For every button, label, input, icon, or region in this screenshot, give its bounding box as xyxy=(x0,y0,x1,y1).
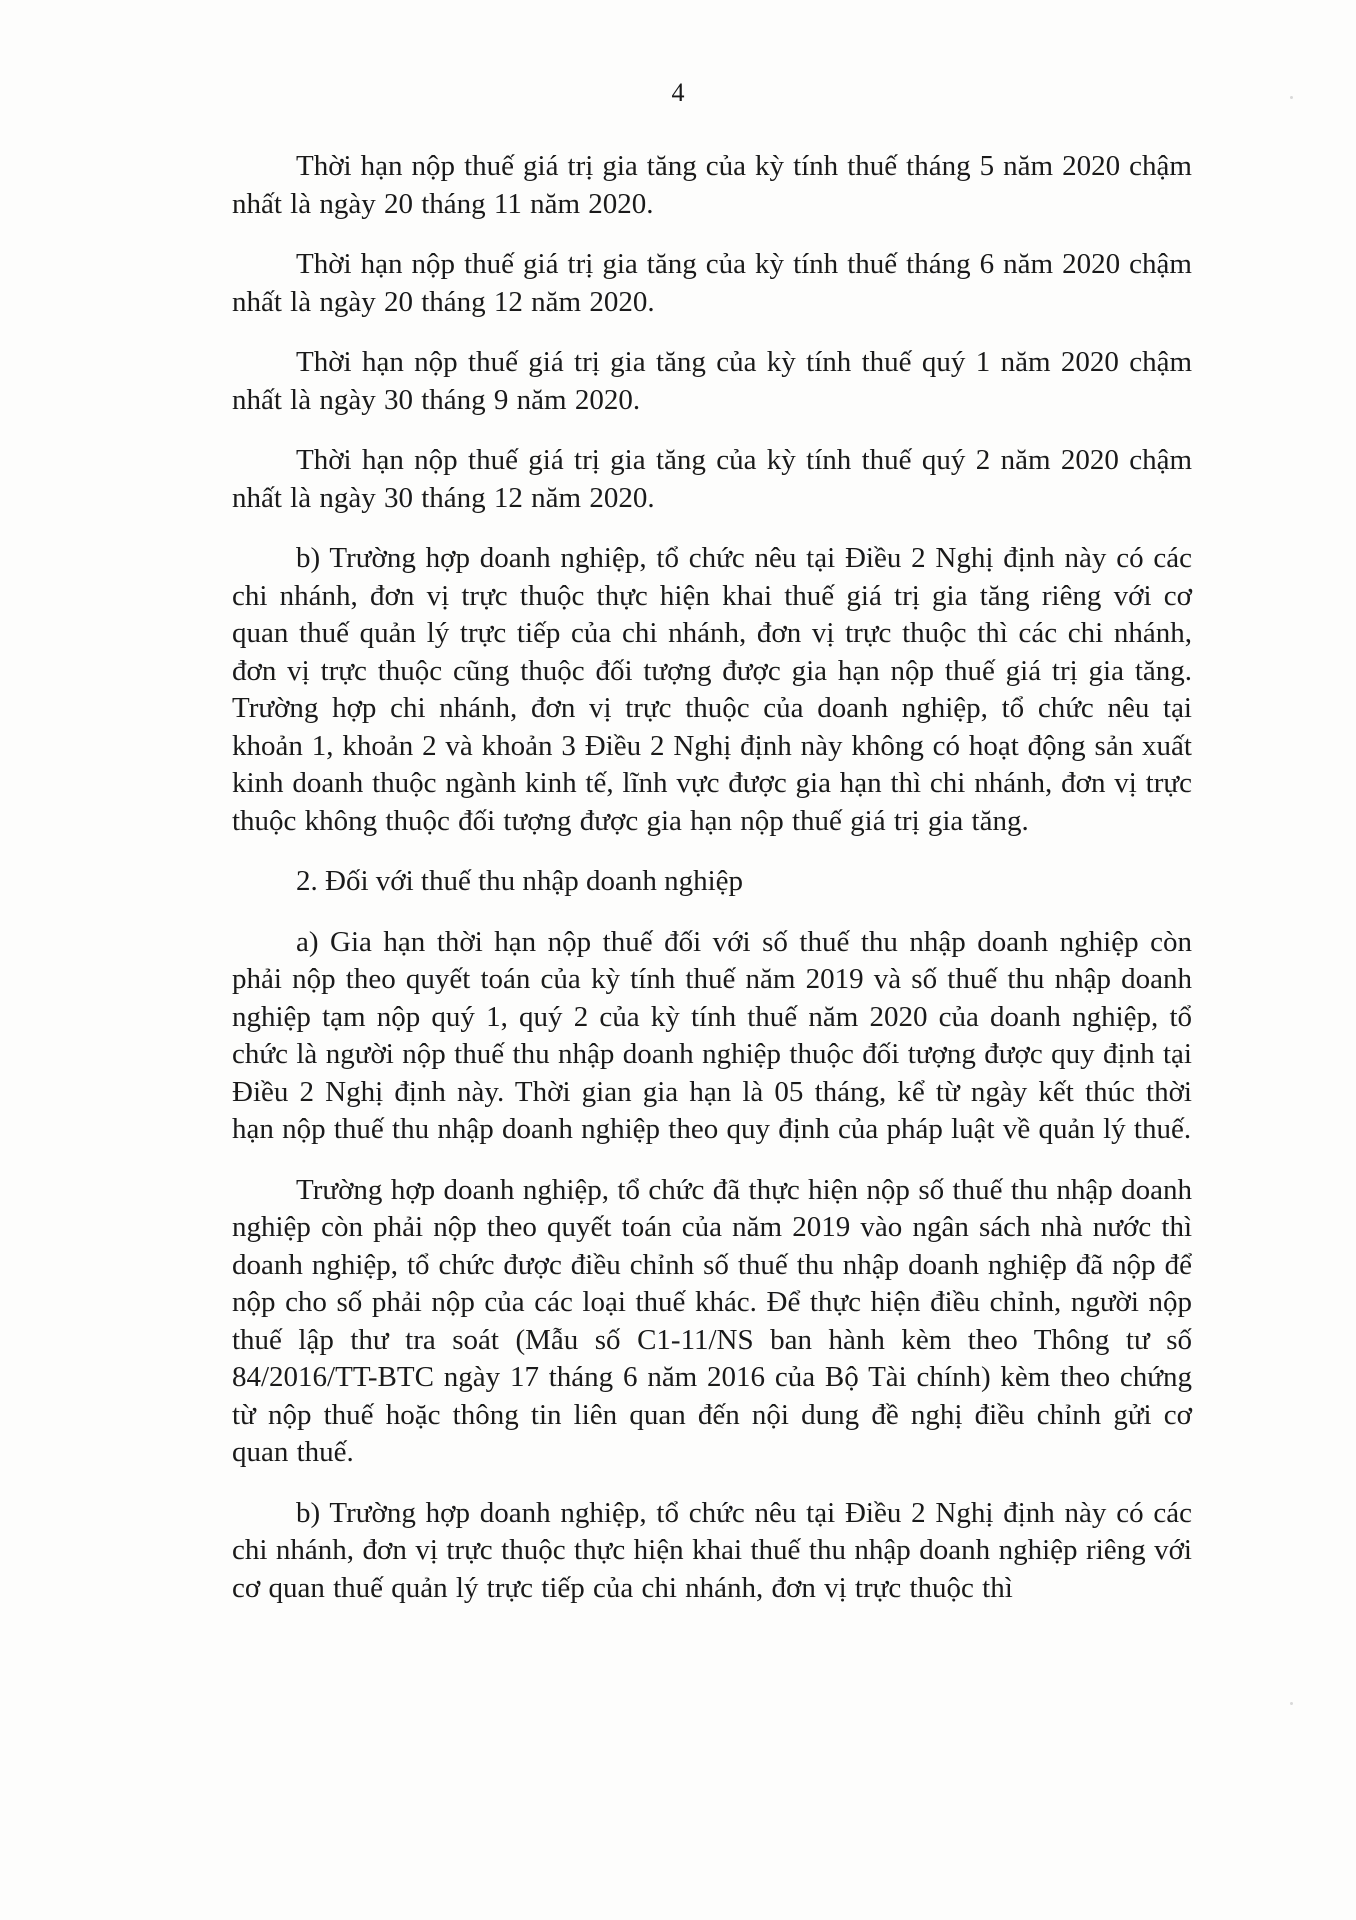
paragraph-vat-deadline-quarter-1: Thời hạn nộp thuế giá trị gia tăng của kỳ tính thuế quý 1 năm 2020 chậm nhất là ngày 30 tháng 9 năm 2020. xyxy=(232,346,1192,416)
document-body xyxy=(232,148,1192,1630)
scan-speck xyxy=(1290,96,1293,99)
page-number: 4 xyxy=(671,78,685,107)
paragraph-vat-branches: b) Trường hợp doanh nghiệp, tổ chức nêu tại Điều 2 Nghị định này có các chi nhánh, đơn vị trực thuộc thực hiện khai thuế giá trị gia tăng riêng với cơ quan thuế quản lý trực tiếp của chi nhánh, đơn vị trực thuộc thì các chi nhánh, đơn vị trực thuộc cũng thuộc đối tượng được gia hạn nộp thuế giá trị gia tăng. Trường hợp chi nhánh, đơn vị trực thuộc của doanh nghiệp, tổ chức nêu tại khoản 1, khoản 2 và khoản 3 Điều 2 Nghị định này không có hoạt động sản xuất kinh doanh thuộc ngành kinh tế, lĩnh vực được gia hạn thì chi nhánh, đơn vị trực thuộc không thuộc đối tượng được gia hạn nộp thuế giá trị gia tăng. xyxy=(232,542,1192,837)
scan-speck xyxy=(1290,1702,1293,1705)
paragraph-vat-deadline-month-6: Thời hạn nộp thuế giá trị gia tăng của kỳ tính thuế tháng 6 năm 2020 chậm nhất là ngày 20 tháng 12 năm 2020. xyxy=(232,248,1192,318)
paragraph-vat-deadline-month-5: Thời hạn nộp thuế giá trị gia tăng của kỳ tính thuế tháng 5 năm 2020 chậm nhất là ngày 20 tháng 11 năm 2020. xyxy=(232,150,1192,220)
paragraph-vat-deadline-quarter-2: Thời hạn nộp thuế giá trị gia tăng của kỳ tính thuế quý 2 năm 2020 chậm nhất là ngày 30 tháng 12 năm 2020. xyxy=(232,444,1192,514)
paragraph-cit-adjustment: Trường hợp doanh nghiệp, tổ chức đã thực hiện nộp số thuế thu nhập doanh nghiệp còn phải nộp theo quyết toán của năm 2019 vào ngân sách nhà nước thì doanh nghiệp, tổ chức được điều chỉnh số thuế thu nhập doanh nghiệp đã nộp để nộp cho số phải nộp của các loại thuế khác. Để thực hiện điều chỉnh, người nộp thuế lập thư tra soát (Mẫu số C1-11/NS ban hành kèm theo Thông tư số 84/2016/TT-BTC ngày 17 tháng 6 năm 2016 của Bộ Tài chính) kèm theo chứng từ nộp thuế hoặc thông tin liên quan đến nội dung đề nghị điều chỉnh gửi cơ quan thuế. xyxy=(232,1173,1192,1468)
paragraph-cit-extension: a) Gia hạn thời hạn nộp thuế đối với số thuế thu nhập doanh nghiệp còn phải nộp theo quyết toán của kỳ tính thuế năm 2019 và số thuế thu nhập doanh nghiệp tạm nộp quý 1, quý 2 của kỳ tính thuế năm 2020 của doanh nghiệp, tổ chức là người nộp thuế thu nhập doanh nghiệp thuộc đối tượng được quy định tại Điều 2 Nghị định này. Thời gian gia hạn là 05 tháng, kể từ ngày kết thúc thời hạn nộp thuế thu nhập doanh nghiệp theo quy định của pháp luật về quản lý thuế. xyxy=(232,925,1192,1145)
paragraph-cit-branches: b) Trường hợp doanh nghiệp, tổ chức nêu tại Điều 2 Nghị định này có các chi nhánh, đơn vị trực thuộc thực hiện khai thuế thu nhập doanh nghiệp riêng với cơ quan thuế quản lý trực tiếp của chi nhánh, đơn vị trực thuộc thì xyxy=(232,1496,1192,1604)
section-heading-corporate-income-tax: 2. Đối với thuế thu nhập doanh nghiệp xyxy=(296,865,744,897)
